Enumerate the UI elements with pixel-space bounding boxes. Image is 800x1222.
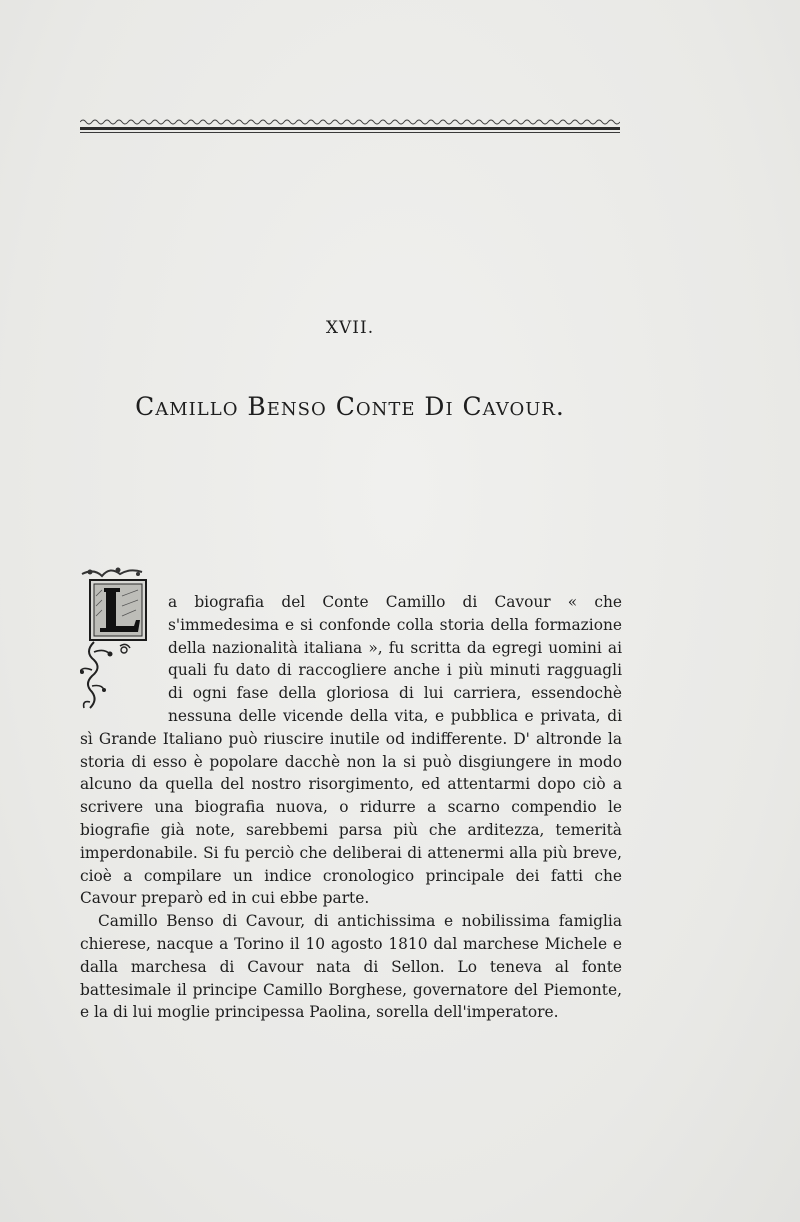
header-rule-thick — [80, 127, 620, 130]
decorative-wavy-rule — [80, 118, 620, 126]
body-text — [80, 591, 622, 1024]
dropcap-spacer — [80, 591, 166, 726]
chapter-title: Camillo Benso Conte Di Cavour. — [135, 392, 565, 421]
paragraph-2 — [80, 910, 622, 1024]
paragraph-1-text: a biografia del Conte Camillo di Cavour « che s'immedesima e si confonde colla storia della formazione della nazionalità italiana », fu scritta da egregi uomini ai quali fu dato di raccogliere anche i più minuti ragguagli di ogni fase della gloriosa di lui carriera, essendochè nessuna delle vicende della vita, e pubblica e privata, di sì Grande Italiano può riuscire inutile od indifferente. D' altronde la storia di esso è popolare dacchè non la si può disgiungere in modo alcuno da quella del nostro risorgimento, ed attentarmi dopo ciò a scrivere una biografia nuova, o ridurre a scarno compendio le biografie già note, sarebbemi parsa più che arditezza, temerità imperdonabile. Si fu perciò che deliberai di attenermi alla più breve, cioè a compilare un indice cronologico principale dei fatti che Cavour preparò ed in cui ebbe parte. — [80, 593, 622, 908]
header-rule-thin — [80, 132, 620, 133]
paragraph-1 — [80, 591, 622, 910]
paragraph-2-text: Camillo Benso di Cavour, di antichissima e nobilissima famiglia chierese, nacque a Torino il 10 agosto 1810 dal marchese Michele e dalla marchesa di Cavour nata di Sellon. Lo teneva al fonte battesimale il principe Camillo Borghese, governatore del Piemonte, e la di lui moglie principessa Paolina, sorella dell'imperatore. — [80, 912, 622, 1022]
chapter-number: XVII. — [325, 318, 375, 338]
